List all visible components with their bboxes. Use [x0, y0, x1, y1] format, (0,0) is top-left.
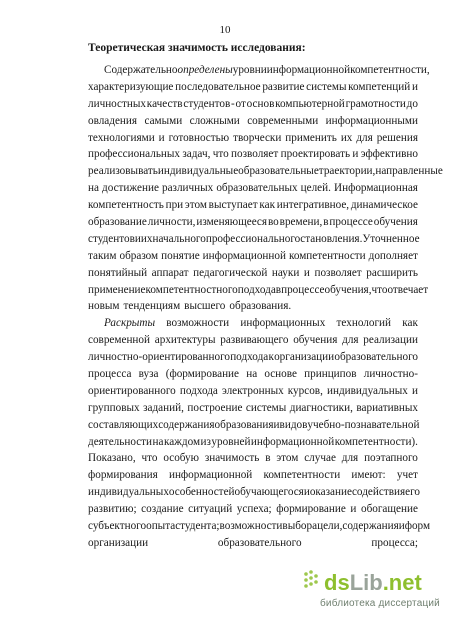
word: задач, [182, 148, 211, 161]
text-line [88, 113, 418, 130]
word: что [371, 283, 388, 296]
word: этом [276, 452, 299, 465]
text-line [88, 146, 418, 163]
word: образование [88, 216, 147, 229]
word: деятельности [88, 435, 153, 448]
word: и [352, 148, 359, 161]
word: интегративное, [276, 199, 350, 212]
word: процессе [281, 283, 325, 296]
word: компетентности [263, 469, 341, 482]
word: выступает [208, 199, 258, 212]
word: создание [141, 503, 184, 516]
word: учебно-познавательной [307, 418, 420, 431]
body-text [88, 62, 443, 552]
word: индивидуальные [157, 165, 239, 178]
word: их [340, 131, 353, 144]
word: принципов [304, 368, 357, 381]
word: подхода [237, 283, 276, 296]
word: сложными [189, 114, 240, 127]
text-line [88, 518, 431, 535]
word: содержания [158, 418, 215, 431]
word: для [356, 131, 373, 144]
word: из [200, 435, 211, 448]
text-line [88, 180, 418, 197]
word: студента; [175, 520, 220, 533]
word: тенденциям [123, 300, 181, 313]
word: на [88, 182, 99, 195]
word: выбора [282, 520, 318, 533]
word: Информационная [334, 182, 418, 195]
word: становления. [300, 232, 363, 245]
text-line [88, 535, 418, 552]
word: личности, [147, 216, 196, 229]
word: компьютерной [275, 97, 345, 110]
word: формирования [88, 469, 158, 482]
word: организации [88, 536, 149, 549]
word: подхода [230, 351, 269, 364]
word: образом [119, 249, 159, 262]
word: до [406, 97, 418, 110]
word: случае [304, 452, 336, 465]
text-line [88, 383, 418, 400]
word: их [140, 232, 153, 245]
word: диагностики, [289, 401, 353, 414]
word: самыми [144, 114, 183, 127]
word: современными [247, 114, 319, 127]
word: технологиями [88, 131, 155, 144]
word: современной [88, 334, 151, 347]
section-heading: Теоретическая значимость исследования: [88, 42, 306, 54]
word: курсов, [287, 384, 323, 397]
word: индивидуальных [326, 384, 408, 397]
word: образовательных [216, 182, 298, 195]
word: и [411, 384, 418, 397]
word: овладения [88, 114, 138, 127]
word: построение [187, 401, 243, 414]
word: целей. [300, 182, 331, 195]
word: к [268, 351, 274, 364]
word: компетентности). [334, 435, 418, 448]
word: для [341, 452, 359, 465]
word: на [152, 435, 164, 448]
word: процессе [329, 216, 373, 229]
word: что [141, 452, 158, 465]
word: и [158, 131, 165, 144]
text-line [88, 163, 443, 180]
dslib-logo [300, 566, 450, 596]
word: заданий, [143, 401, 184, 414]
word: групповых [88, 401, 140, 414]
word: основ [246, 97, 275, 110]
word: каждом [163, 435, 201, 448]
text-line [88, 231, 418, 248]
page-number: 10 [219, 24, 231, 36]
word: обучающегося [234, 486, 304, 499]
word: возможности [219, 520, 283, 533]
word: в [323, 216, 329, 229]
text-line [88, 332, 418, 349]
word: развитие [262, 80, 305, 93]
word: возможности [166, 317, 230, 330]
word: форм [404, 520, 431, 533]
word: образования. [229, 300, 292, 313]
word: проектировать [280, 148, 351, 161]
word: в [275, 283, 282, 296]
word: и [303, 266, 310, 279]
word: реализации [363, 334, 418, 347]
word: обогащение [360, 503, 418, 516]
text-line [88, 450, 418, 467]
word: качеств [146, 97, 183, 110]
word: обучения [293, 334, 338, 347]
word: особую [163, 452, 200, 465]
word: и [398, 520, 405, 533]
word: успеха; [236, 503, 272, 516]
text-line [88, 130, 418, 147]
text-line [88, 265, 418, 282]
word: технологий [336, 317, 392, 330]
word: понятийный [88, 266, 148, 279]
word: - [231, 97, 235, 110]
word: индивидуальных [88, 486, 169, 499]
word: его [405, 486, 420, 499]
word: достижение [102, 182, 159, 195]
word: процесса [88, 368, 132, 381]
word: Показано, [88, 452, 136, 465]
text-line [88, 96, 418, 113]
word: образования [214, 418, 274, 431]
word: компетентностного [145, 283, 238, 296]
word: вуза [138, 368, 159, 381]
word: учет [396, 469, 418, 482]
word: профессионального [205, 232, 301, 245]
word: эффективно [360, 148, 418, 161]
word: студентов [88, 232, 135, 245]
word: что [212, 148, 229, 161]
word: изменяющееся [196, 216, 268, 229]
text-line [88, 282, 429, 299]
word: имеют: [351, 469, 386, 482]
word: новым [88, 300, 120, 313]
word: информационной [250, 435, 335, 448]
word: поэтапного [364, 452, 418, 465]
word: отвечает [387, 283, 429, 296]
text-line [88, 79, 418, 96]
word: системы [245, 401, 287, 414]
text-line [88, 434, 418, 451]
word: от [235, 97, 246, 110]
word: основе [264, 368, 297, 381]
word: как [259, 199, 276, 212]
word: на [246, 368, 258, 381]
text-line [88, 214, 418, 231]
word: студентов [183, 97, 231, 110]
word: информационной [168, 469, 253, 482]
logo-text: dsLib.net [324, 570, 422, 595]
word: оказание [309, 486, 352, 499]
word: формирование [276, 503, 346, 516]
word: ориентированного [88, 384, 176, 397]
word: личностно-ориентированного [88, 351, 230, 364]
text-line [88, 248, 418, 265]
word: позволяет [314, 266, 362, 279]
word: электронных [221, 384, 284, 397]
word: подхода [179, 384, 218, 397]
text-line [88, 349, 418, 366]
word: как [402, 317, 418, 330]
word: науки [271, 266, 300, 279]
word: компетенций [348, 80, 411, 93]
text-line [88, 400, 418, 417]
word: и [303, 486, 310, 499]
word: обучения, [324, 283, 372, 296]
text-line [88, 501, 418, 518]
word: компетентность [88, 199, 164, 212]
word: и [134, 232, 141, 245]
word: направленные [375, 165, 443, 178]
word: субъектного [88, 520, 147, 533]
word: вариативных [356, 401, 418, 414]
word: развивающего [220, 334, 289, 347]
word: во [267, 216, 279, 229]
watermark [300, 566, 450, 614]
word: понятие [161, 249, 200, 262]
word: применение [88, 283, 146, 296]
word: особенностей [168, 486, 235, 499]
word: готовностью [168, 131, 230, 144]
word: уровней [211, 435, 251, 448]
word: образовательные [238, 165, 319, 178]
word: компетентности [288, 249, 366, 262]
word: для [342, 334, 359, 347]
word: личностных [88, 97, 147, 110]
word: (формирование [165, 368, 240, 381]
word: в [265, 452, 271, 465]
word: применить [285, 131, 337, 144]
word: начального [152, 232, 206, 245]
word: реализовывать [88, 165, 158, 178]
word: Содержательно [104, 64, 178, 76]
word: грамотности [345, 97, 406, 110]
word: решения [376, 131, 418, 144]
word: системы [306, 80, 347, 93]
word: видов [279, 418, 308, 431]
word: динамическое [350, 199, 418, 212]
text-line [88, 417, 418, 434]
word: таким [88, 249, 117, 262]
word: аппарат [151, 266, 189, 279]
word: обучения [373, 216, 418, 229]
word: уровни [232, 64, 267, 76]
word: и [350, 503, 357, 516]
word: организации [274, 351, 335, 364]
word: Уточненное [362, 232, 420, 245]
word: различных [161, 182, 214, 195]
word: цели, [317, 520, 343, 533]
word: и [273, 418, 280, 431]
word: информационных [240, 317, 326, 330]
text-line [88, 467, 418, 484]
word: архитектуры [154, 334, 216, 347]
word: образовательного [217, 536, 302, 549]
word: и [411, 80, 418, 93]
word: позволяет [231, 148, 279, 161]
word: ситуаций [188, 503, 233, 516]
word: значимость [204, 452, 260, 465]
word: расширить [366, 266, 418, 279]
word: этом [184, 199, 207, 212]
word: при [165, 199, 184, 212]
word: содержания [342, 520, 399, 533]
word: информационной [266, 64, 351, 76]
word: информационными [325, 114, 418, 127]
word: процесса; [371, 536, 418, 549]
text-line [88, 62, 430, 79]
text-line [88, 197, 418, 214]
word: образовательного [334, 351, 418, 364]
word: личностно- [363, 368, 418, 381]
word: развитию; [88, 503, 137, 516]
word: времени, [279, 216, 323, 229]
word: Раскрыты [104, 317, 156, 330]
text-line [88, 315, 418, 332]
text-line [88, 366, 418, 383]
watermark-tagline: библиотека диссертаций [320, 598, 440, 609]
text-line [88, 298, 418, 315]
text-line [88, 484, 418, 501]
word: составляющих [88, 418, 159, 431]
word: профессиональных [88, 148, 181, 161]
word: опыта [146, 520, 176, 533]
word: информационной [202, 249, 286, 262]
word: содействия [351, 486, 406, 499]
word: характеризующие [88, 80, 174, 93]
word: последовательное [175, 80, 261, 93]
word: творчески [233, 131, 282, 144]
word: определены [177, 64, 233, 76]
word: высшего [184, 300, 226, 313]
word: педагогической [193, 266, 268, 279]
word: компетентности, [350, 64, 430, 76]
word: дополняет [368, 249, 418, 262]
word: траектории, [318, 165, 376, 178]
